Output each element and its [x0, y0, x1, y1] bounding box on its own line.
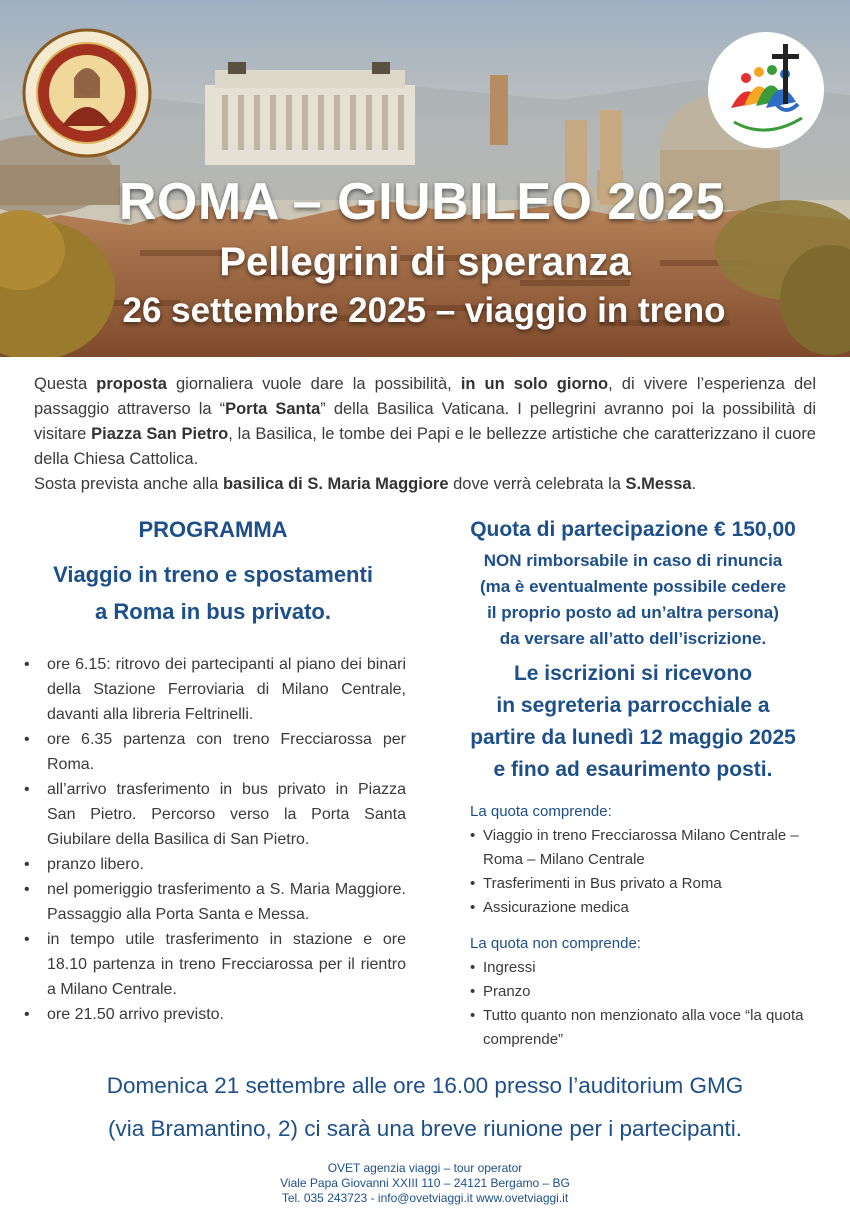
- bullet-icon: •: [24, 881, 30, 898]
- list-item: [24, 652, 406, 727]
- bullet-icon: •: [470, 1007, 476, 1024]
- bullet-icon: •: [24, 781, 30, 798]
- intro-text-2: [34, 472, 816, 497]
- list-item: [470, 872, 820, 896]
- comprende-heading: La quota comprende:: [470, 803, 612, 820]
- list-item: [470, 980, 820, 1004]
- text-run: giornaliera vuole dare la possibilità,: [166, 375, 461, 393]
- list-item-text: Ingressi: [483, 959, 536, 976]
- registration-info: [440, 658, 826, 786]
- quota-line: il proprio posto ad un’altra persona): [487, 603, 779, 622]
- meeting-line: Domenica 21 settembre alle ore 16.00 presso l’auditorium GMG: [106, 1073, 744, 1098]
- list-item-text: Tutto quanto non menzionato alla voce “la quota comprende”: [483, 1007, 804, 1048]
- programma-subheading: [30, 556, 396, 630]
- list-item: [24, 727, 406, 777]
- list-item-text: Pranzo: [483, 983, 531, 1000]
- list-item-text: pranzo libero.: [47, 856, 144, 873]
- text-run-bold: Porta Santa: [225, 400, 321, 418]
- non-comprende-heading: La quota non comprende:: [470, 935, 641, 952]
- quota-heading: Quota di partecipazione € 150,00: [470, 518, 796, 541]
- non-comprende-list: [470, 956, 820, 1052]
- text-run: , di vivere l’esperienza del passaggio attraverso la “: [34, 375, 816, 418]
- list-item-text: Trasferimenti in Bus privato a Roma: [483, 875, 722, 892]
- text-run: , la Basilica, le tombe dei Papi e le bellezze artistiche che caratterizzano il cuore della Chiesa Cattolica.: [34, 425, 816, 468]
- agency-contact: [0, 1161, 850, 1206]
- intro-text-1: [34, 372, 816, 472]
- meeting-notice: [0, 1064, 850, 1150]
- registration-line: partire da lunedì 12 maggio 2025: [470, 726, 796, 749]
- list-item-text: Assicurazione medica: [483, 899, 629, 916]
- bullet-icon: •: [470, 899, 476, 916]
- list-item: [24, 852, 406, 877]
- list-item-text: nel pomeriggio trasferimento a S. Maria Maggiore. Passaggio alla Porta Santa e Messa.: [47, 881, 406, 923]
- list-item: [24, 777, 406, 852]
- quota-line: NON rimborsabile in caso di rinuncia: [483, 551, 783, 570]
- agency-address: Viale Papa Giovanni XXIII 110 – 24121 Bergamo – BG: [280, 1176, 570, 1190]
- agency-phone-email-web: Tel. 035 243723 - info@ovetviaggi.it www.ovetviaggi.it: [281, 1191, 569, 1205]
- list-item: [24, 927, 406, 1002]
- quota-comprende: [470, 800, 820, 920]
- registration-line: Le iscrizioni si ricevono: [513, 662, 753, 685]
- list-item-text: in tempo utile trasferimento in stazione e ore 18.10 partenza in treno Frecciarossa per il rientro a Milano Centrale.: [47, 931, 406, 998]
- bullet-icon: •: [24, 731, 30, 748]
- text-run-bold: basilica di S. Maria Maggiore: [222, 475, 449, 493]
- list-item: [470, 956, 820, 980]
- bullet-icon: •: [24, 1006, 30, 1023]
- comprende-list: [470, 824, 820, 920]
- bullet-icon: •: [470, 875, 476, 892]
- bullet-icon: •: [470, 959, 476, 976]
- list-item: [470, 896, 820, 920]
- bullet-icon: •: [24, 856, 30, 873]
- list-item-text: Viaggio in treno Frecciarossa Milano Centrale – Roma – Milano Centrale: [483, 827, 799, 868]
- text-run-bold: in un solo giorno: [460, 375, 609, 393]
- text-run-bold: Piazza San Pietro: [91, 425, 229, 443]
- bullet-icon: •: [470, 827, 476, 844]
- page-title: ROMA – GIUBILEO 2025: [118, 173, 726, 231]
- registration-line: in segreteria parrocchiale a: [496, 694, 770, 717]
- list-item: [24, 1002, 406, 1027]
- bullet-icon: •: [24, 656, 30, 673]
- page-subtitle: Pellegrini di speranza: [219, 240, 631, 284]
- quota-non-comprende: [470, 932, 820, 1052]
- list-item-text: ore 21.50 arrivo previsto.: [47, 1006, 224, 1023]
- list-item-text: all’arrivo trasferimento in bus privato in Piazza San Pietro. Percorso verso la Porta Santa Giubilare della Basilica di San Pietro.: [47, 781, 406, 848]
- registration-line: e fino ad esaurimento posti.: [493, 758, 773, 781]
- quota-conditions: [440, 548, 826, 652]
- agency-name: OVET agenzia viaggi – tour operator: [327, 1161, 523, 1175]
- text-run: .: [691, 475, 697, 493]
- list-item: [470, 1004, 820, 1052]
- list-item-text: ore 6.35 partenza con treno Frecciarossa per Roma.: [47, 731, 406, 773]
- intro-paragraph: [34, 372, 816, 497]
- text-run: dove verrà celebrata la: [448, 475, 626, 493]
- bullet-icon: •: [470, 983, 476, 1000]
- list-item: [24, 877, 406, 927]
- trip-date: 26 settembre 2025 – viaggio in treno: [122, 291, 726, 330]
- text-run-bold: S.Messa: [625, 475, 692, 493]
- text-run: Questa: [34, 375, 97, 393]
- programma-heading: PROGRAMMA: [138, 517, 288, 542]
- jubilee-2025-logo: [706, 30, 826, 150]
- parish-seal-logo: [22, 28, 152, 158]
- text-run: ” della Basilica Vaticana. I pellegrini avranno poi la possibilità di visitare: [34, 400, 816, 443]
- list-item: [470, 824, 820, 872]
- header-banner: [0, 0, 850, 357]
- quota-line: da versare all’atto dell’iscrizione.: [499, 629, 767, 648]
- programma-list: [24, 652, 406, 1027]
- list-item-text: ore 6.15: ritrovo dei partecipanti al piano dei binari della Stazione Ferroviaria di Milano Centrale, davanti alla libreria Feltrinelli.: [47, 656, 406, 723]
- programma-subheading-line2: a Roma in bus privato.: [95, 599, 331, 624]
- programma-subheading-line1: Viaggio in treno e spostamenti: [53, 562, 373, 587]
- meeting-line: (via Bramantino, 2) ci sarà una breve riunione per i partecipanti.: [107, 1116, 743, 1141]
- quota-line: (ma è eventualmente possibile cedere: [479, 577, 787, 596]
- text-run: Sosta prevista anche alla: [34, 475, 223, 493]
- text-run-bold: proposta: [96, 375, 167, 393]
- bullet-icon: •: [24, 931, 30, 948]
